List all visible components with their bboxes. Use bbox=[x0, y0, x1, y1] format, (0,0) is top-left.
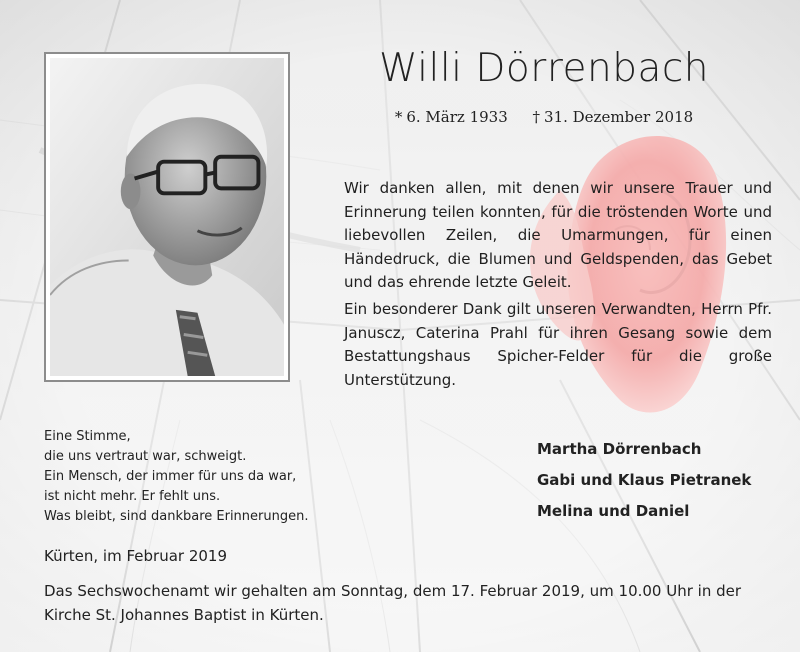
service-line: Kirche St. Johannes Baptist in Kürten. bbox=[44, 606, 324, 624]
poem-line: die uns vertraut war, schweigt. bbox=[44, 449, 247, 464]
service-announcement bbox=[44, 579, 774, 627]
signature-name: Gabi und Klaus Pietranek bbox=[537, 471, 752, 489]
birth-symbol: * bbox=[394, 108, 403, 126]
signatures bbox=[537, 434, 777, 527]
special-thanks-paragraph: Ein besonderer Dank gilt unseren Verwandten, Herrn Pfr. Januscz, Caterina Prahl für ihren Gesang sowie dem Bestattungshaus Spicher-Felder für die große Unterstützung. bbox=[344, 300, 772, 389]
deceased-name: Willi Dörrenbach bbox=[378, 46, 710, 91]
portrait-photo-frame bbox=[44, 52, 290, 382]
death-date: † 31. Dezember 2018 bbox=[532, 108, 694, 126]
poem bbox=[44, 427, 344, 527]
death-symbol: † bbox=[532, 108, 541, 126]
service-line: Das Sechswochenamt wir gehalten am Sonntag, dem 17. Februar 2019, um 10.00 Uhr in der bbox=[44, 582, 742, 600]
poem-line: Eine Stimme, bbox=[44, 429, 131, 444]
place-and-date: Kürten, im Februar 2019 bbox=[44, 547, 227, 565]
thanks-paragraph: Wir danken allen, mit denen wir unsere Trauer und Erinnerung teilen konnten, für die tröstenden Worte und liebevollen Zeilen, die Umarmungen, für einen Händedruck, die Blumen und Geldspenden, das Gebet und das ehrende letzte Geleit. bbox=[344, 179, 772, 291]
life-dates bbox=[310, 108, 778, 126]
poem-line: ist nicht mehr. Er fehlt uns. bbox=[44, 489, 221, 504]
portrait-photo bbox=[50, 58, 284, 376]
signature-name: Melina und Daniel bbox=[537, 502, 690, 520]
birth-date: * 6. März 1933 bbox=[394, 108, 508, 126]
signature-name: Martha Dörrenbach bbox=[537, 440, 702, 458]
poem-line: Ein Mensch, der immer für uns da war, bbox=[44, 469, 297, 484]
poem-line: Was bleibt, sind dankbare Erinnerungen. bbox=[44, 509, 309, 524]
